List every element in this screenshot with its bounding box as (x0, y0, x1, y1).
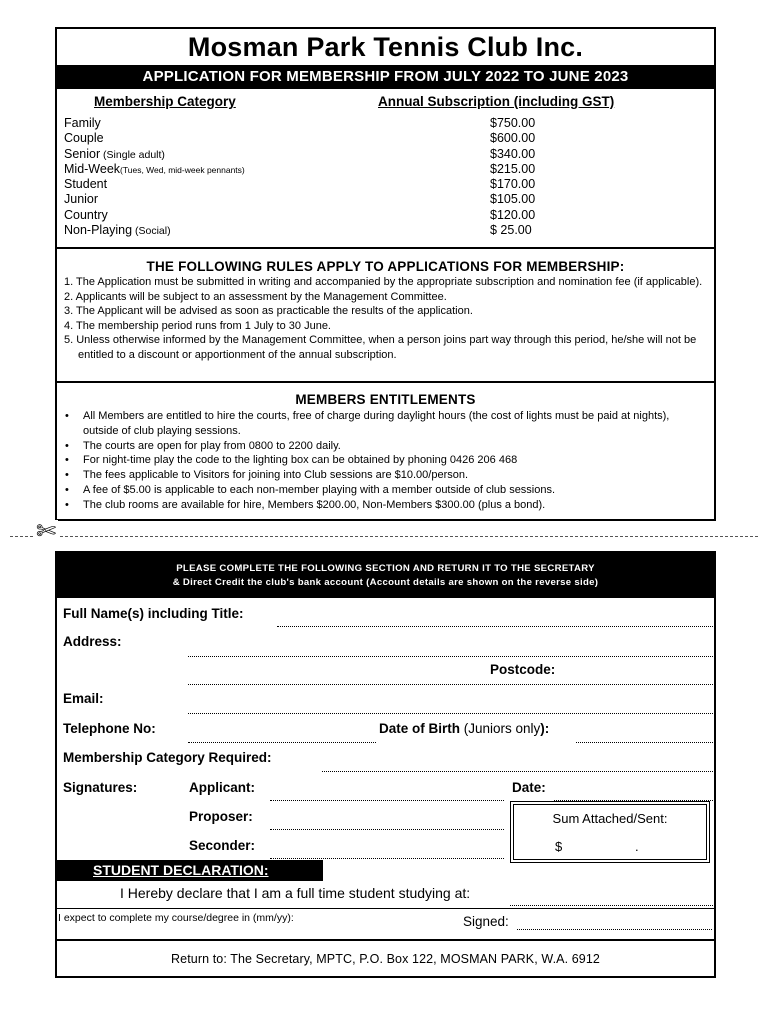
applicant-signature-field[interactable] (270, 800, 504, 801)
entitlement-item: • The club rooms are available for hire, Members $200.00, Non-Members $300.00 (plus a bond). (57, 498, 704, 513)
full-name-field[interactable] (277, 626, 715, 627)
sum-attached-label: Sum Attached/Sent: (552, 811, 668, 826)
entitlement-item: • The fees applicable to Visitors for joining into Club sessions are $10.00/person. (57, 468, 704, 483)
student-signature-field[interactable] (517, 929, 712, 930)
category-row (57, 147, 714, 162)
rule-item: 2. Applicants will be subject to an assessment by the Management Committee. (64, 290, 447, 303)
expect-complete-label: I expect to complete my course/degree in (mm/yy): (58, 912, 294, 924)
form-instructions-line2: & Direct Credit the club's bank account (Account details are shown on the reverse side) (172, 577, 599, 588)
return-address: Return to: The Secretary, MPTC, P.O. Box 122, MOSMAN PARK, W.A. 6912 (171, 952, 600, 966)
rules-section (55, 249, 716, 383)
category-table-header (57, 89, 714, 111)
category-row (57, 208, 714, 223)
category-note: (Tues, Wed, mid-week pennants) (120, 164, 245, 175)
category-note: (Social) (132, 225, 171, 238)
student-heading-text: STUDENT DECLARATION: (93, 862, 269, 878)
category-row (57, 116, 714, 131)
address-field-line1[interactable] (188, 656, 715, 657)
rules-title: THE FOLLOWING RULES APPLY TO APPLICATIONS FOR MEMBERSHIP: (146, 259, 625, 274)
category-name: Non-Playing (64, 223, 133, 238)
category-row (57, 131, 714, 146)
email-label: Email: (63, 691, 104, 706)
entitlement-item: • A fee of $5.00 is applicable to each non-member playing with a member outside of club sessions. (57, 483, 704, 498)
seconder-label: Seconder: (189, 838, 256, 853)
sum-attached-inner[interactable] (513, 804, 707, 860)
form-instructions-line1: PLEASE COMPLETE THE FOLLOWING SECTION AND RETURN IT TO THE SECRETARY (176, 563, 595, 574)
category-price: $215.00 (490, 161, 536, 176)
sum-decimal: . (635, 839, 639, 854)
category-row (57, 162, 714, 177)
entitlement-item: • The courts are open for play from 0800 to 2200 daily. (57, 439, 704, 454)
category-price: $ 25.00 (490, 223, 532, 238)
category-name: Junior (64, 192, 99, 207)
category-row (57, 223, 714, 238)
category-price: $600.00 (490, 131, 536, 146)
dob-note: (Juniors only (460, 721, 541, 736)
category-note: (Single adult) (100, 148, 165, 161)
dob-label (379, 721, 549, 736)
category-required-field[interactable] (322, 771, 715, 772)
proposer-label: Proposer: (189, 809, 253, 824)
entitlements-title: MEMBERS ENTITLEMENTS (295, 392, 476, 407)
seconder-signature-field[interactable] (270, 858, 504, 859)
email-field[interactable] (188, 713, 715, 714)
rule-item: 1. The Application must be submitted in writing and accompanied by the appropriate subscription and nomination fee (if applicable). (64, 276, 703, 288)
signed-label: Signed: (463, 914, 509, 929)
entitlements-list (57, 409, 714, 513)
rules-list (57, 275, 714, 363)
study-institution-field[interactable] (510, 905, 715, 906)
telephone-label: Telephone No: (63, 721, 156, 736)
student-declaration-heading (57, 860, 323, 881)
entitlements-section (55, 383, 716, 521)
membership-categories-section (55, 27, 716, 249)
entitlement-item: • For night-time play the code to the lighting box can be obtained by phoning 0426 206 468 (57, 453, 704, 468)
category-row (57, 192, 714, 207)
telephone-field[interactable] (188, 742, 376, 743)
rule-item: 4. The membership period runs from 1 July to 30 June. (64, 319, 331, 332)
application-title: APPLICATION FOR MEMBERSHIP FROM JULY 2022 TO JUNE 2023 (57, 65, 714, 89)
category-name: Family (64, 116, 101, 130)
category-price: $120.00 (490, 207, 536, 222)
address-field-line2[interactable] (188, 684, 715, 685)
category-price: $340.00 (490, 146, 536, 161)
student-declaration-text: I Hereby declare that I am a full time student studying at: (120, 885, 471, 901)
category-name: Senior (64, 146, 101, 161)
date-label: Date: (512, 780, 546, 795)
student-completion-row (57, 908, 714, 939)
category-name: Student (64, 177, 108, 192)
category-name: Couple (64, 131, 104, 146)
dob-field[interactable] (576, 742, 715, 743)
club-name: Mosman Park Tennis Club Inc. (187, 32, 584, 62)
sum-currency: $ (555, 839, 563, 854)
signatures-label: Signatures: (63, 780, 138, 795)
category-heading: Membership Category (94, 94, 236, 109)
rule-item: 5. Unless otherwise informed by the Management Committee, when a person joins part way through this period, he/she will not be entitled to a discount or apportionment of the annual subscription. (64, 334, 697, 361)
full-name-label: Full Name(s) including Title: (63, 606, 244, 621)
applicant-label: Applicant: (189, 780, 255, 795)
dob-label-text: Date of Birth (379, 721, 460, 736)
dob-close: ): (540, 721, 550, 736)
postcode-label: Postcode: (490, 662, 556, 677)
category-price: $170.00 (490, 177, 536, 192)
category-name: Mid-Week (64, 161, 121, 176)
sum-attached-box (510, 801, 710, 863)
address-label: Address: (63, 634, 122, 649)
form-instructions (57, 553, 714, 598)
subscription-heading: Annual Subscription (including GST) (378, 94, 615, 109)
category-required-label: Membership Category Required: (63, 750, 272, 765)
rule-item: 3. The Applicant will be advised as soon as practicable the results of the application. (64, 305, 473, 318)
category-price: $105.00 (490, 192, 536, 207)
proposer-signature-field[interactable] (270, 829, 504, 830)
application-form (55, 551, 716, 941)
entitlement-item: • All Members are entitled to hire the courts, free of charge during daylight hours (the cost of lights must be paid at nights), outside of club playing sessions. (57, 409, 704, 439)
category-name: Country (64, 207, 108, 222)
scissors-icon: ✄ (36, 518, 57, 545)
category-list (57, 116, 714, 238)
cut-line (10, 536, 758, 537)
category-price: $750.00 (490, 116, 536, 130)
return-address-section (55, 941, 716, 978)
category-row (57, 177, 714, 192)
